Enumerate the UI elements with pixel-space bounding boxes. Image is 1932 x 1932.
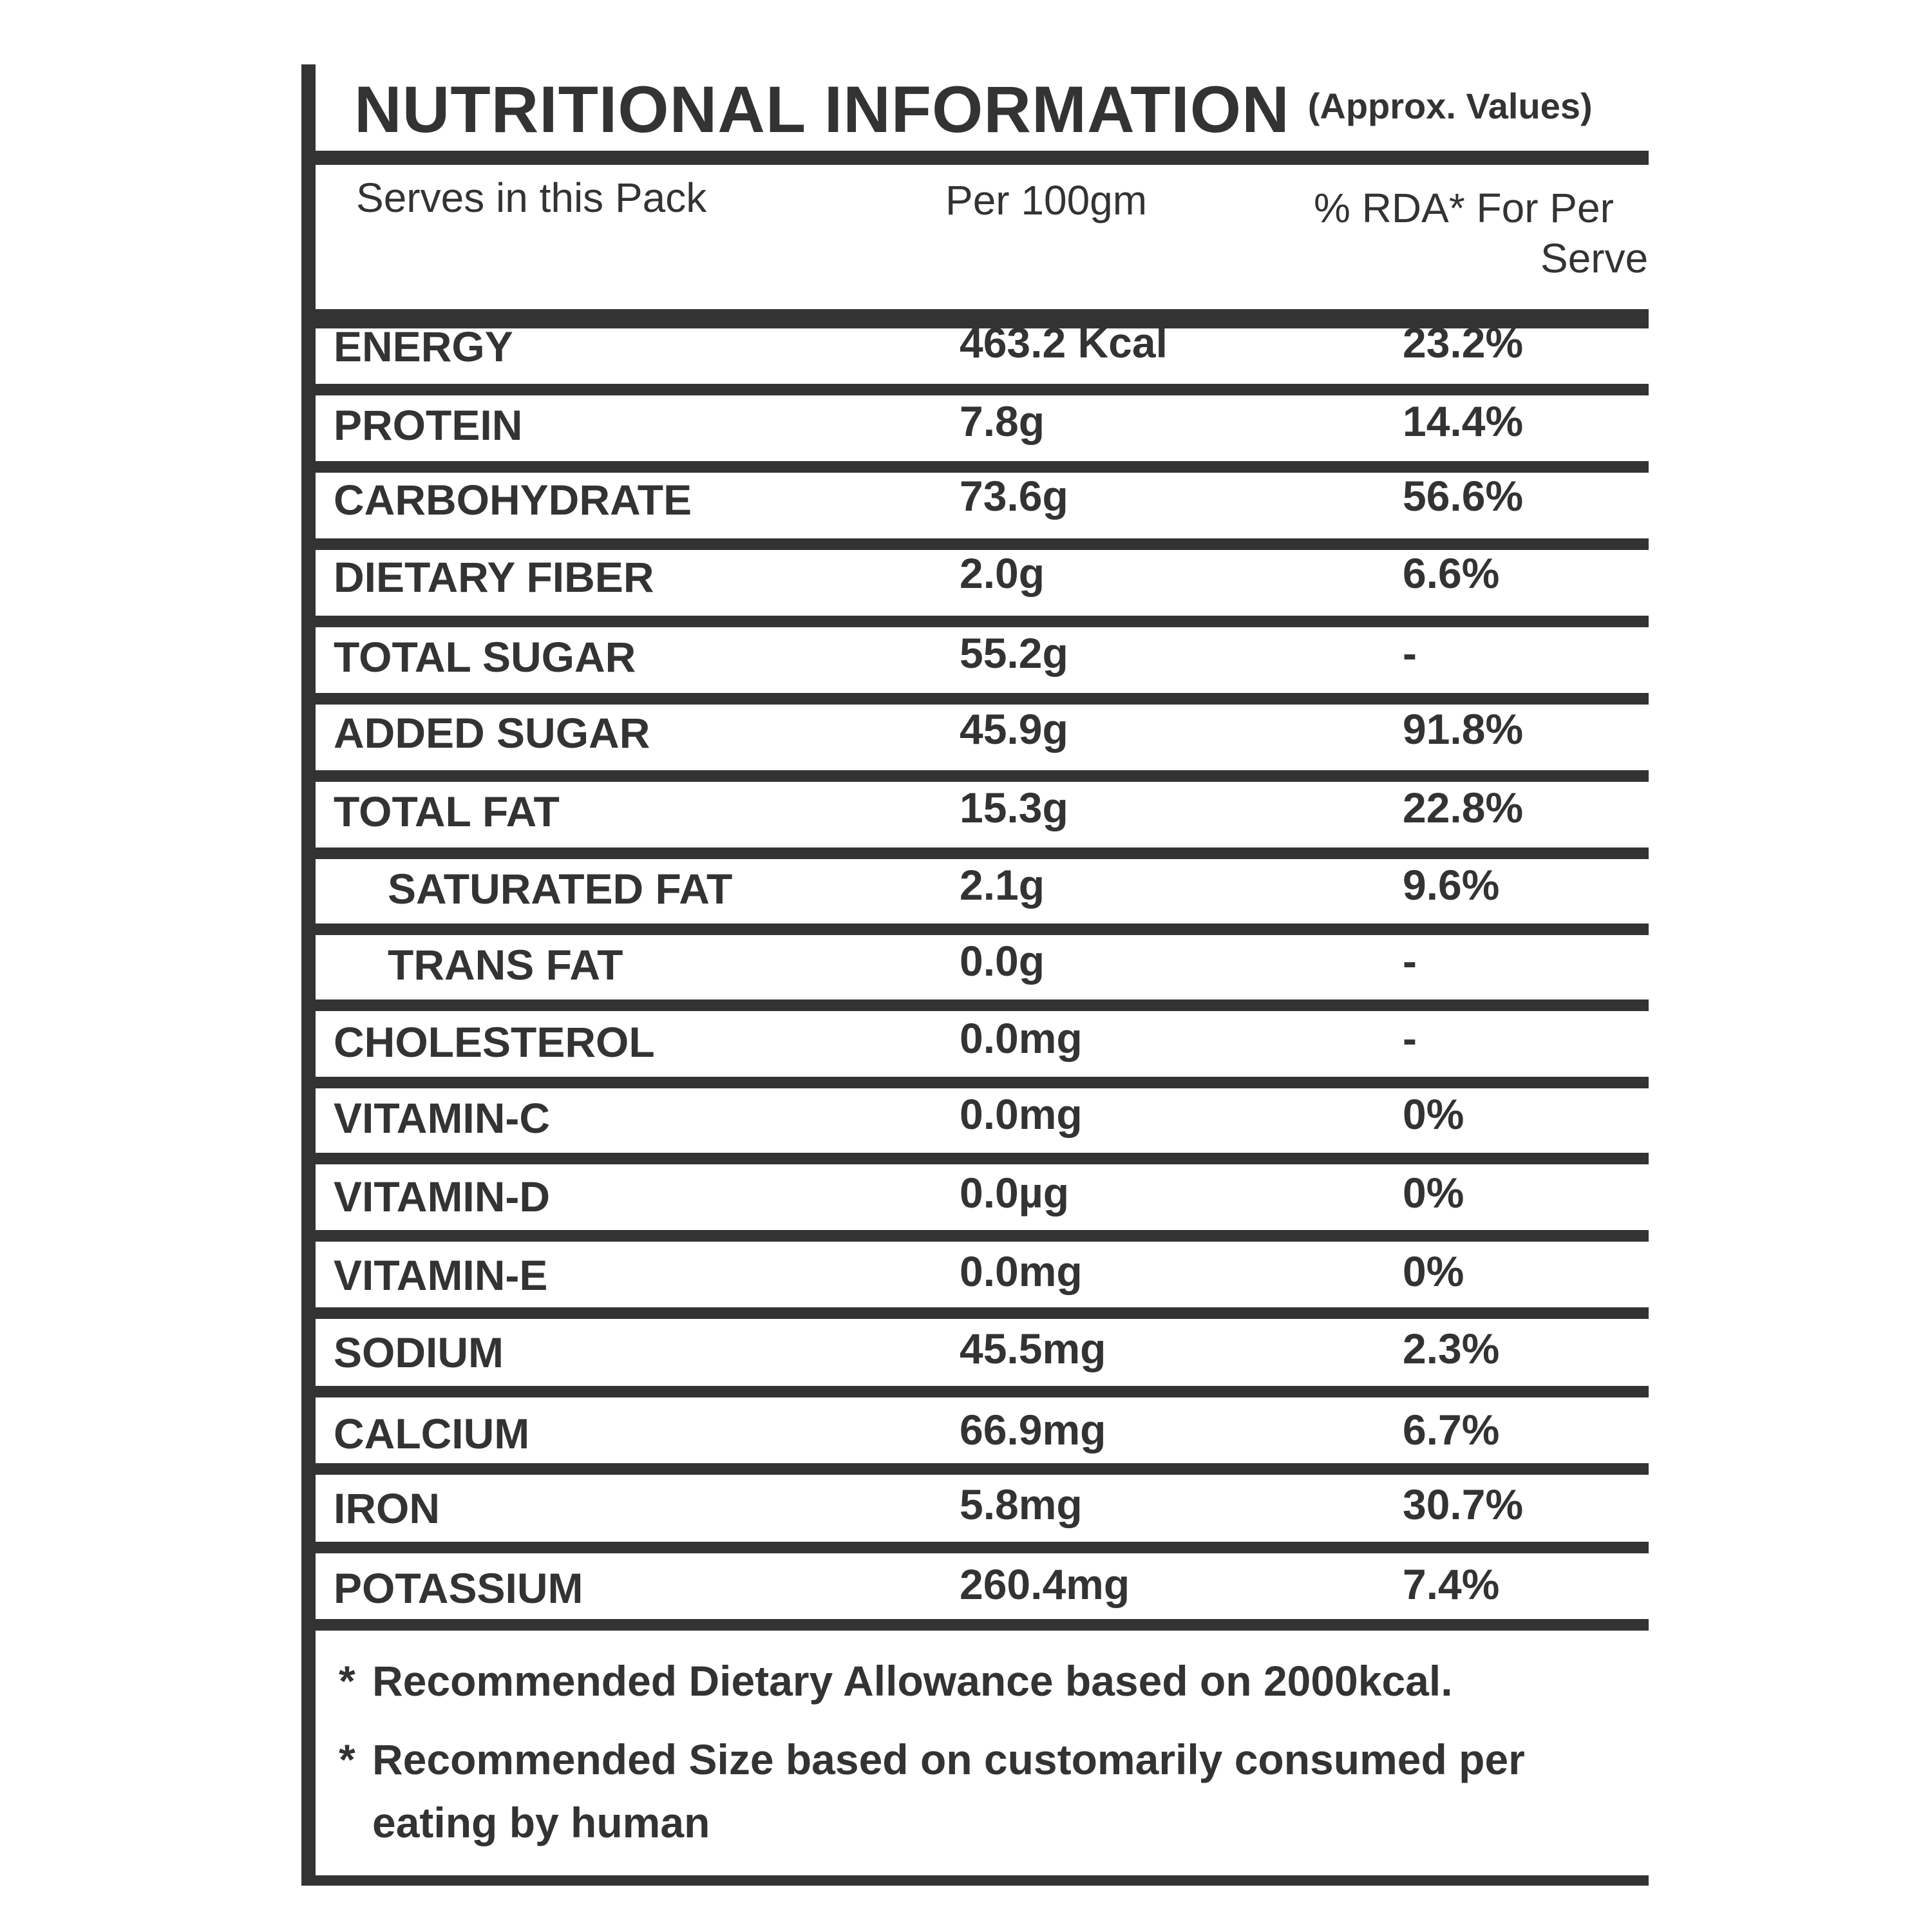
row-divider bbox=[316, 1230, 1649, 1242]
row-divider bbox=[316, 848, 1649, 859]
title-main: NUTRITIONAL INFORMATION bbox=[354, 72, 1290, 146]
nutrient-name: CARBOHYDRATE bbox=[334, 476, 692, 524]
nutrient-rda: - bbox=[1403, 937, 1417, 985]
nutrient-rda: - bbox=[1403, 1014, 1417, 1062]
nutrient-name: PROTEIN bbox=[334, 401, 523, 449]
nutrient-name: CHOLESTEROL bbox=[334, 1018, 655, 1066]
nutrient-per-100gm: 45.9g bbox=[960, 705, 1068, 753]
nutrient-per-100gm: 5.8mg bbox=[960, 1481, 1083, 1528]
nutrient-per-100gm: 2.1g bbox=[960, 861, 1045, 909]
nutrient-rda: 23.2% bbox=[1403, 319, 1524, 366]
nutrient-per-100gm: 7.8g bbox=[960, 397, 1045, 445]
row-divider bbox=[316, 1386, 1649, 1397]
nutrient-rda: 7.4% bbox=[1403, 1560, 1500, 1608]
nutrient-per-100gm: 0.0mg bbox=[960, 1014, 1083, 1062]
panel-left-border bbox=[301, 64, 316, 1886]
row-divider bbox=[316, 1542, 1649, 1553]
footnote-rda-text: Recommended Dietary Allowance based on 2000kcal. bbox=[372, 1657, 1453, 1705]
nutrient-per-100gm: 0.0mg bbox=[960, 1247, 1083, 1295]
nutrient-per-100gm: 55.2g bbox=[960, 629, 1068, 677]
nutrient-name: VITAMIN-D bbox=[334, 1173, 551, 1220]
panel-title bbox=[354, 64, 1593, 155]
footnote-star: * bbox=[339, 1736, 355, 1783]
row-divider bbox=[316, 770, 1649, 782]
row-divider bbox=[316, 1463, 1649, 1475]
nutrient-rda: 30.7% bbox=[1403, 1481, 1524, 1528]
nutrient-rda: 0% bbox=[1403, 1247, 1464, 1295]
nutrient-rda: 22.8% bbox=[1403, 784, 1524, 831]
row-divider bbox=[316, 999, 1649, 1011]
title-divider bbox=[316, 151, 1649, 165]
row-divider bbox=[316, 384, 1649, 395]
footnote-serve-size-text: Recommended Size based on customarily consumed per bbox=[372, 1736, 1525, 1783]
header-rda-line1: % RDA* For Per bbox=[1314, 185, 1614, 231]
nutrient-name: TOTAL FAT bbox=[334, 788, 560, 835]
nutrient-name: IRON bbox=[334, 1484, 440, 1532]
nutrient-per-100gm: 0.0µg bbox=[960, 1169, 1070, 1217]
nutrient-per-100gm: 45.5mg bbox=[960, 1325, 1106, 1372]
nutrient-name: ENERGY bbox=[334, 323, 513, 370]
footnote-serve-size bbox=[339, 1734, 1525, 1785]
nutrient-name: TRANS FAT bbox=[388, 941, 623, 989]
nutrient-rda: 9.6% bbox=[1403, 861, 1500, 909]
nutrient-name: VITAMIN-C bbox=[334, 1094, 551, 1142]
footnote-rda bbox=[339, 1655, 1453, 1707]
nutrient-rda: - bbox=[1403, 629, 1417, 677]
row-divider bbox=[316, 1077, 1649, 1088]
header-serves: Serves in this Pack bbox=[356, 175, 707, 221]
nutrient-rda: 14.4% bbox=[1403, 397, 1524, 445]
panel-bottom-border bbox=[301, 1875, 1649, 1886]
row-divider bbox=[316, 1307, 1649, 1319]
nutrient-name: CALCIUM bbox=[334, 1410, 530, 1457]
nutrient-per-100gm: 0.0mg bbox=[960, 1090, 1083, 1138]
header-per-100gm: Per 100gm bbox=[945, 177, 1148, 223]
nutrient-rda: 0% bbox=[1403, 1169, 1464, 1217]
nutrient-per-100gm: 260.4mg bbox=[960, 1560, 1130, 1608]
row-divider bbox=[316, 1619, 1649, 1631]
header-rda-line2: Serve bbox=[1540, 235, 1649, 281]
nutrient-per-100gm: 66.9mg bbox=[960, 1406, 1106, 1454]
nutrient-name: DIETARY FIBER bbox=[334, 553, 654, 601]
nutrient-rda: 91.8% bbox=[1403, 705, 1524, 753]
nutrient-name: TOTAL SUGAR bbox=[334, 633, 636, 681]
nutrient-rda: 6.6% bbox=[1403, 549, 1500, 597]
row-divider bbox=[316, 616, 1649, 627]
nutrient-rda: 0% bbox=[1403, 1090, 1464, 1138]
nutrient-per-100gm: 463.2 Kcal bbox=[960, 319, 1168, 366]
nutrient-name: ADDED SUGAR bbox=[334, 709, 650, 757]
nutrient-name: VITAMIN-E bbox=[334, 1251, 548, 1299]
row-divider bbox=[316, 1153, 1649, 1164]
nutrient-per-100gm: 0.0g bbox=[960, 937, 1045, 985]
nutrient-rda: 2.3% bbox=[1403, 1325, 1500, 1372]
nutrient-per-100gm: 73.6g bbox=[960, 472, 1068, 520]
footnote-star: * bbox=[339, 1657, 355, 1705]
nutrient-name: POTASSIUM bbox=[334, 1564, 583, 1612]
nutrient-rda: 56.6% bbox=[1403, 472, 1524, 520]
footnote-serve-size-continued: eating by human bbox=[372, 1799, 710, 1846]
header-rda bbox=[1314, 183, 1649, 283]
title-sub: (Approx. Values) bbox=[1307, 85, 1593, 126]
row-divider bbox=[316, 923, 1649, 935]
nutrient-per-100gm: 15.3g bbox=[960, 784, 1068, 831]
nutrient-name: SATURATED FAT bbox=[388, 865, 733, 913]
nutrient-name: SODIUM bbox=[334, 1329, 504, 1376]
nutrient-per-100gm: 2.0g bbox=[960, 549, 1045, 597]
nutrient-rda: 6.7% bbox=[1403, 1406, 1500, 1454]
